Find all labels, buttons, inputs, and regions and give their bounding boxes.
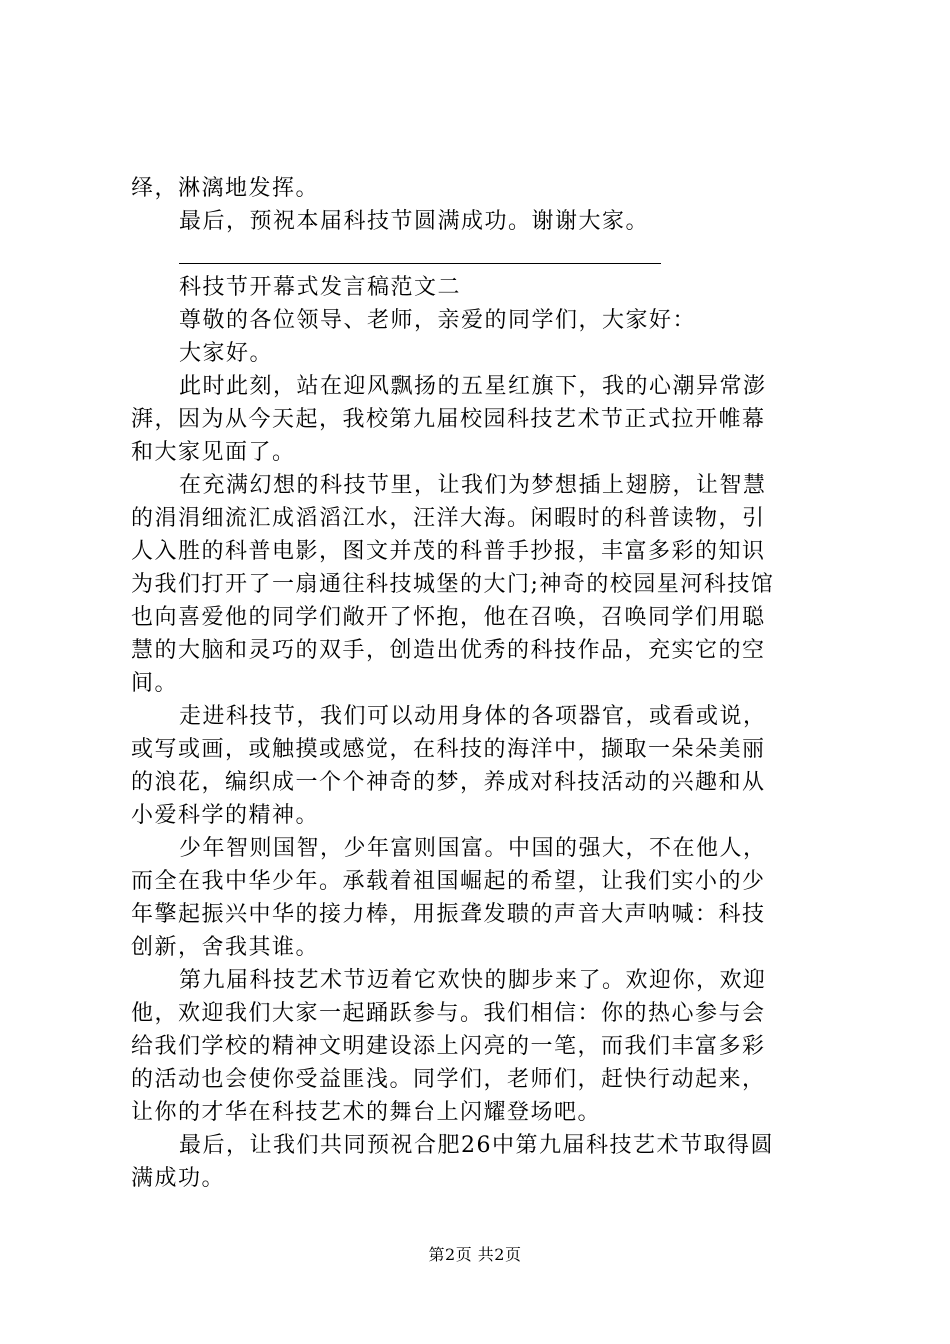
- text-line: 少年智则国智，少年富则国富。中国的强大，不在他人，: [179, 836, 767, 861]
- text-line: 湃，因为从今天起，我校第九届校园科技艺术节正式拉开帷幕: [131, 407, 766, 432]
- text-line: 满成功。: [131, 1166, 226, 1191]
- text-line: 科技节开幕式发言稿范文二: [179, 275, 462, 300]
- text-line: 第九届科技艺术节迈着它欢快的脚步来了。欢迎你，欢迎: [179, 968, 767, 993]
- text-line: 尊敬的各位领导、老师，亲爱的同学们，大家好：: [179, 308, 697, 333]
- text-line: 的活动也会使你受益匪浅。同学们，老师们，赶快行动起来，: [131, 1067, 766, 1092]
- text-line: 也向喜爱他的同学们敞开了怀抱，他在召唤，召唤同学们用聪: [131, 605, 766, 630]
- text-line: 走进科技节，我们可以动用身体的各项器官，或看或说，: [179, 704, 767, 729]
- text-line: 他，欢迎我们大家一起踊跃参与。我们相信：你的热心参与会: [131, 1001, 766, 1026]
- document-body: [131, 172, 827, 1195]
- page-footer: 第2页 共2页: [428, 1245, 522, 1264]
- divider-line: [179, 263, 661, 264]
- text-line: 给我们学校的精神文明建设添上闪亮的一笔，而我们丰富多彩: [131, 1034, 766, 1059]
- text-line: 创新，舍我其谁。: [131, 935, 320, 960]
- text-line: 的浪花，编织成一个个神奇的梦，养成对科技活动的兴趣和从: [131, 770, 766, 795]
- text-line: 间。: [131, 671, 179, 696]
- text-line: 在充满幻想的科技节里，让我们为梦想插上翅膀，让智慧: [179, 473, 767, 498]
- text-line: 而全在我中华少年。承载着祖国崛起的希望，让我们实小的少: [131, 869, 766, 894]
- text-line: 小爱科学的精神。: [131, 803, 320, 828]
- text-line: 和大家见面了。: [131, 440, 296, 465]
- text-line: 最后，预祝本届科技节圆满成功。谢谢大家。: [179, 209, 650, 234]
- text-line: 大家好。: [179, 341, 274, 366]
- section-divider: [131, 238, 827, 271]
- text-line: 年擎起振兴中华的接力棒，用振聋发聩的声音大声呐喊：科技: [131, 902, 766, 927]
- text-line: 最后，让我们共同预祝合肥26中第九届科技艺术节取得圆: [179, 1133, 774, 1158]
- text-line: 人入胜的科普电影，图文并茂的科普手抄报，丰富多彩的知识: [131, 539, 766, 564]
- text-line: 慧的大脑和灵巧的双手，创造出优秀的科技作品，充实它的空: [131, 638, 766, 663]
- text-line: 或写或画，或触摸或感觉，在科技的海洋中，撷取一朵朵美丽: [131, 737, 766, 762]
- text-line: 为我们打开了一扇通往科技城堡的大门;神奇的校园星河科技馆: [131, 572, 775, 597]
- text-line: 的涓涓细流汇成滔滔江水，汪洋大海。闲暇时的科普读物，引: [131, 506, 766, 531]
- text-line: 绎，淋漓地发挥。: [131, 176, 320, 201]
- text-line: 此时此刻，站在迎风飘扬的五星红旗下，我的心潮异常澎: [179, 374, 767, 399]
- text-line: 让你的才华在科技艺术的舞台上闪耀登场吧。: [131, 1100, 602, 1125]
